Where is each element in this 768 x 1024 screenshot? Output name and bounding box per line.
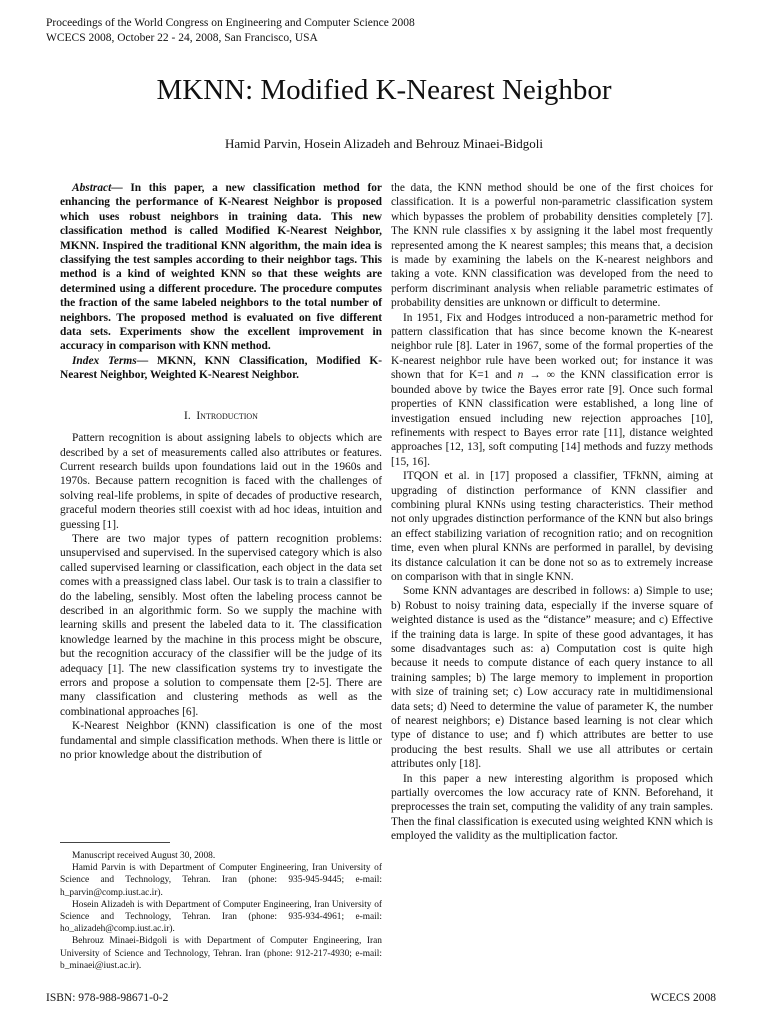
section-title: Introduction xyxy=(196,409,258,422)
intro-paragraph-2: There are two major types of pattern recognition problems: unsupervised and supervised. In the supervised category which is also called supervised learning or classification, each object in the data set comes with a preassigned class label. Our task is to train a classifier to do the labeling, sensibly. Most often the labeling process cannot be described in an algorithmic form. So we supply the machine with learning skills and present the labeled data to it. The classification knowledge learned by the machine in this process might be obscure, but the recognition accuracy of the classifier will be the judge of its adequacy [1]. The new classification systems try to investigate the errors and propose a solution to compensate them [2-5]. There are many classification and clustering methods as well as the combinational approaches [6]. xyxy=(60,532,382,718)
index-terms xyxy=(60,354,382,383)
right-paragraph-2 xyxy=(391,311,713,469)
intro-paragraph-1: Pattern recognition is about assigning labels to objects which are described by a set of measurements called also attributes or features. Current research builds upon foundations laid out in the 1960s and 1970s. Because pattern recognition is faced with the challenges of solving real-life problems, in spite of decades of productive research, graceful modern theories still coexist with ad hoc ideas, intuition and guessing [1]. xyxy=(60,432,382,531)
intro-paragraph-3: K-Nearest Neighbor (KNN) classification is one of the most fundamental and simple classification methods. When there is little or no prior knowledge about the distribution of xyxy=(60,720,382,762)
footnote-rule xyxy=(60,842,170,843)
right-column xyxy=(391,181,713,844)
left-column xyxy=(60,181,382,762)
right-paragraph-4: Some KNN advantages are described in follows: a) Simple to use; b) Robust to noisy training data, especially if the inverse square of weighted distance is used as the “distance” measure; and c) Effective if the training data is large. In spite of these good advantages, it has some disadvantages such as: a) Computation cost is quite high because it needs to compute distance of each query instance to all training samples; b) The large memory to implement in proportion with size of training set; c) Low accuracy rate in multidimensional data sets; d) Need to determine the value of parameter K, the number of nearest neighbors; e) Distance based learning is not clear which type of distance to use; and f) which attributes are better to use producing the best results. Shall we use all attributes or certain attributes only [18]. xyxy=(391,585,713,771)
right-paragraph-5: In this paper a new interesting algorithm is proposed which partially overcomes the low accuracy rate of KNN. Beforehand, it preprocesses the train set, computing the validity of any train samples. Then the final classification is executed using weighted KNN which is employed the validity as the multiplication factor. xyxy=(391,772,713,843)
right-paragraph-1: the data, the KNN method should be one of the first choices for classification. It is a powerful non-parametric classification system which bypasses the problem of probability densities completely [7]. The KNN rule classifies x by assigning it the label most frequently represented among the K nearest samples; this means that, a decision is made by examining the labels on the K-nearest neighbors and taking a vote. KNN classification was developed from the need to perform discriminant analysis when reliable parametric estimates of probability densities are unknown or difficult to determine. xyxy=(391,182,713,310)
right-paragraph-2-a: In 1951, Fix and Hodges introduced a non-parametric method for pattern classification that has since become known the K-nearest neighbor rule [8]. Later in 1967, some of the formal properties of the K-nearest neighbor rule have been worked out; for instance it was shown that for K=1 and xyxy=(391,311,713,382)
right-paragraph-3: ITQON et al. in [17] proposed a classifier, TFkNN, aiming at upgrading of distinction performance of KNN classifier and combining plural KNNs using testing characteristics. Their method not only upgrades distinction performance of the KNN but also brings an effect stabilizing variation of recognition ratio; and on recognition time, even when plural KNNs are performed in parallel, by devising its distance calculation it can be done not so as to extremely increase on comparison with that in single KNN. xyxy=(391,470,713,583)
section-heading-introduction xyxy=(60,409,382,423)
abstract xyxy=(60,181,382,354)
footnote-author-2: Hosein Alizadeh is with Department of Computer Engineering, Iran University of Science and Technology, Tehran. Iran (phone: 935-934-4961; e-mail: ho_alizadeh@comp.iust.ac.ir). xyxy=(60,899,382,935)
footer-isbn: ISBN: 978-988-98671-0-2 xyxy=(46,992,169,1004)
paper-title: MKNN: Modified K-Nearest Neighbor xyxy=(156,74,612,106)
footnote-author-1: Hamid Parvin is with Department of Computer Engineering, Iran University of Science and Technology, Tehran. Iran (phone: 935-945-9445; e-mail: h_parvin@comp.iust.ac.ir). xyxy=(60,863,382,898)
footer-conference: WCECS 2008 xyxy=(650,992,716,1004)
footnote-author-3: Behrouz Minaei-Bidgoli is with Department of Computer Engineering, Iran University of Science and Technology, Tehran. Iran (phone: 912-217-4930; e-mail: b_minaei@iust.ac.ir). xyxy=(60,936,382,971)
index-terms-lead: Index Terms xyxy=(72,354,137,367)
paper-authors: Hamid Parvin, Hosein Alizadeh and Behrouz Minaei-Bidgoli xyxy=(224,136,544,151)
proceedings-header xyxy=(46,16,415,46)
section-number: I. xyxy=(184,409,191,422)
right-paragraph-2-b: the KNN classification error is bounded above by twice the Bayes error rate [9]. Once such formal properties of KNN classification were established, a long line of investigation ensued including new rejection approaches [10], refinements with respect to Bayes error rate [11], distance weighted approaches [12, 13], soft computing [14] methods and fuzzy methods [15, 16]. xyxy=(391,369,713,468)
abstract-text: — In this paper, a new classification method for enhancing the performance of K-Nearest Neighbor is proposed which uses robust neighbors in training data. This new classification method is called Modified K-Nearest Neighbor, MKNN. Inspired the traditional KNN algorithm, the main idea is classifying the test samples according to their neighbor tags. This method is a kind of weighted KNN so that these weights are determined using a different procedure. The procedure computes the fraction of the same labeled neighbors to the total number of neighbors. The proposed method is evaluated on five different data sets. Experiments show the excellent improvement in accuracy in comparison with KNN method. xyxy=(60,182,382,353)
header-line-2: WCECS 2008, October 22 - 24, 2008, San Francisco, USA xyxy=(46,32,318,44)
footnotes xyxy=(60,850,382,972)
abstract-lead: Abstract xyxy=(72,182,112,194)
header-line-1: Proceedings of the World Congress on Engineering and Computer Science 2008 xyxy=(46,17,415,29)
index-terms-text: — MKNN, KNN Classification, Modified K-Nearest Neighbor, Weighted K-Nearest Neighbor. xyxy=(60,354,382,382)
footnote-manuscript: Manuscript received August 30, 2008. xyxy=(72,851,216,861)
limit-expression: n → ∞ xyxy=(517,369,555,382)
